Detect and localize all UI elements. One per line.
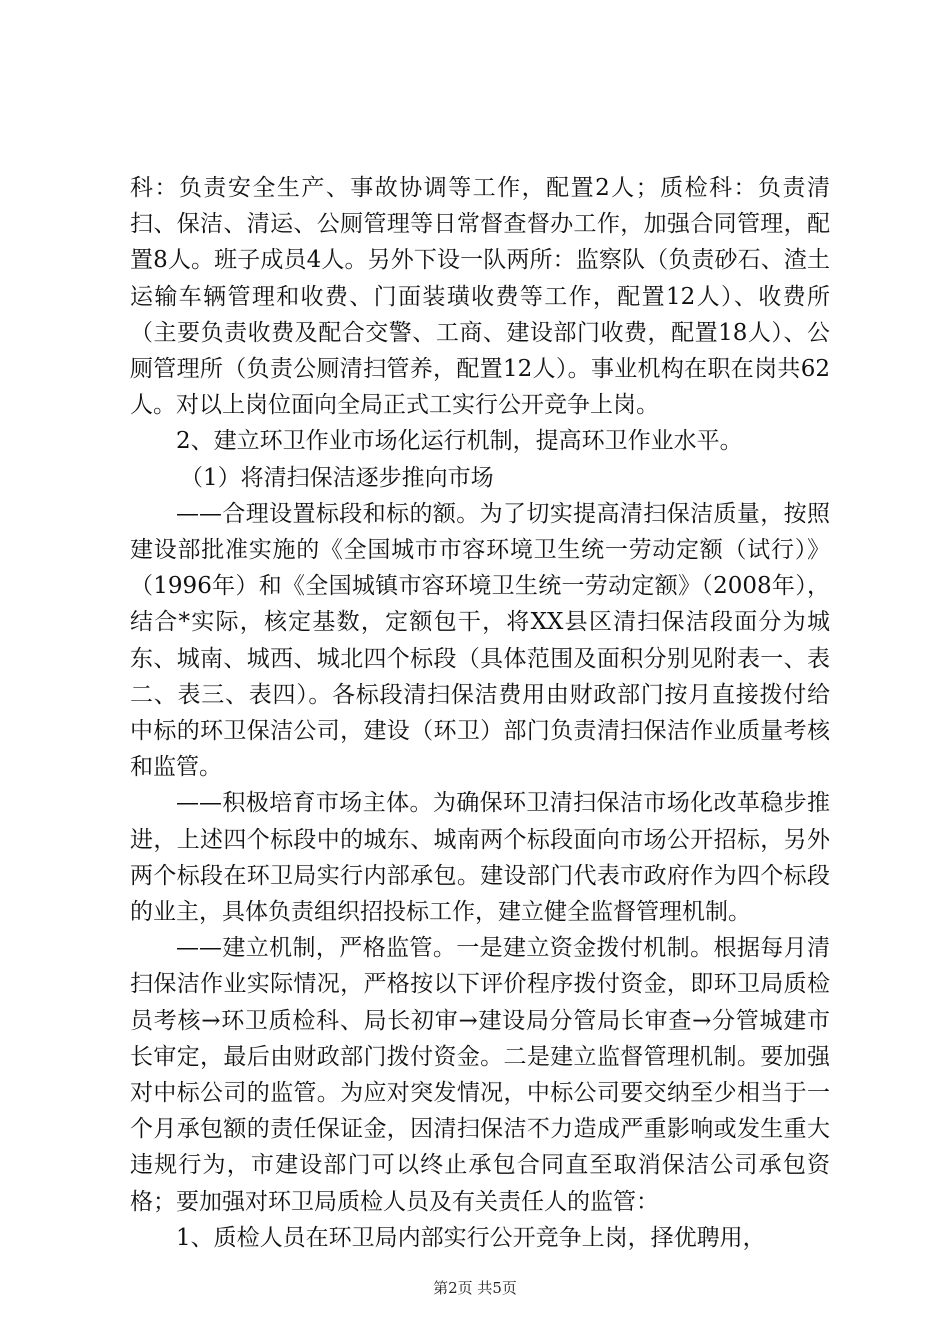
paragraph-subsection-1-heading: （1）将清扫保洁逐步推向市场 [180, 464, 494, 491]
paragraph-market-entities: ——积极培育市场主体。为确保环卫清扫保洁市场化改革稳步推进，上述四个标段中的城东、城南两个标段面向市场公开招标，另外两个标段在环卫局实行内部承包。建设部门代表市政府作为四个标段的业主，具体负责组织招投标工作，建立健全监督管理机制。 [130, 790, 830, 926]
page-number-footer: 第2页 共5页 [433, 1279, 517, 1297]
paragraph-supervision: ——建立机制，严格监管。一是建立资金拨付机制。根据每月清扫保洁作业实际情况，严格按以下评价程序拨付资金，即环卫局质检员考核→环卫质检科、局长初审→建设局分管局长审查→分管城建市长审定，最后由财政部门拨付资金。二是建立监督管理机制。要加强对中标公司的监管。为应对突发情况，中标公司要交纳至少相当于一个月承包额的责任保证金，因清扫保洁不力造成严重影响或发生重大违规行为，市建设部门可以终止承包合同直至取消保洁公司承包资格；要加强对环卫局质检人员及有关责任人的监管： [130, 935, 830, 1215]
paragraph-section-2-heading: 2、建立环卫作业市场化运行机制，提高环卫作业水平。 [176, 428, 743, 455]
paragraph-inspector-item-1: 1、质检人员在环卫局内部实行公开竞争上岗，择优聘用， [176, 1224, 766, 1251]
paragraph-staffing: 科：负责安全生产、事故协调等工作，配置2人；质检科：负责清扫、保洁、清运、公厕管理等日常督查督办工作，加强合同管理，配置8人。班子成员4人。另外下设一队两所：监察队（负责砂石、渣土运输车辆管理和收费、门面装璜收费等工作，配置12人）、收费所（主要负责收费及配合交警、工商、建设部门收费，配置18人）、公厕管理所（负责公厕清扫管养，配置12人）。事业机构在职在岗共62人。对以上岗位面向全局正式工实行公开竞争上岗。 [130, 175, 830, 419]
paragraph-bid-sections: ——合理设置标段和标的额。为了切实提高清扫保洁质量，按照建设部批准实施的《全国城市市容环境卫生统一劳动定额（试行）》（1996年）和《全国城镇市容环境卫生统一劳动定额》（2008年），结合*实际，核定基数，定额包干，将XX县区清扫保洁段面分为城东、城南、城西、城北四个标段（具体范围及面积分别见附表一、表二、表三、表四）。各标段清扫保洁费用由财政部门按月直接拨付给中标的环卫保洁公司，建设（环卫）部门负责清扫保洁作业质量考核和监管。 [130, 500, 830, 781]
document-body [130, 170, 830, 1256]
